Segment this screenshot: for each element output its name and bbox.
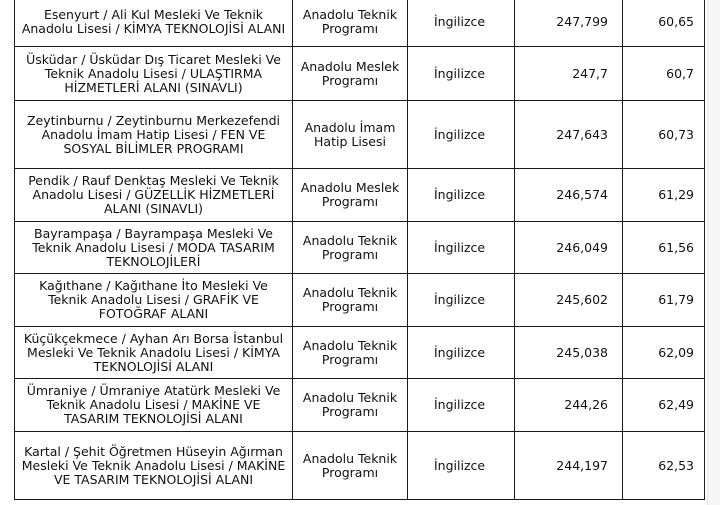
language-cell: İngilizce	[408, 327, 515, 379]
percentile-cell: 60,65	[623, 0, 705, 47]
percentile-cell: 62,09	[623, 327, 705, 379]
school-score-table	[14, 0, 705, 500]
program-type-cell: Anadolu Meslek Programı	[293, 169, 408, 222]
program-type-cell: Anadolu Teknik Programı	[293, 222, 408, 274]
table-row	[15, 379, 705, 432]
score-cell: 244,26	[515, 379, 623, 432]
score-cell: 245,038	[515, 327, 623, 379]
percentile-cell: 62,53	[623, 432, 705, 500]
table-row	[15, 169, 705, 222]
table-row	[15, 274, 705, 327]
score-cell: 247,7	[515, 47, 623, 101]
school-cell: Ümraniye / Ümraniye Atatürk Mesleki Ve Teknik Anadolu Lisesi / MAKİNE VE TASARIM TEKNOLOJİSİ ALANI	[15, 379, 293, 432]
program-type-cell: Anadolu Teknik Programı	[293, 432, 408, 500]
table-row	[15, 47, 705, 101]
score-cell: 246,049	[515, 222, 623, 274]
school-cell: Küçükçekmece / Ayhan Arı Borsa İstanbul Mesleki Ve Teknik Anadolu Lisesi / KİMYA TEKNOLOJİSİ ALANI	[15, 327, 293, 379]
school-cell: Kağıthane / Kağıthane İto Mesleki Ve Teknik Anadolu Lisesi / GRAFİK VE FOTOĞRAF ALANI	[15, 274, 293, 327]
score-cell: 246,574	[515, 169, 623, 222]
program-type-cell: Anadolu Meslek Programı	[293, 47, 408, 101]
school-cell: Kartal / Şehit Öğretmen Hüseyin Ağırman Mesleki Ve Teknik Anadolu Lisesi / MAKİNE VE TASARIM TEKNOLOJİSİ ALANI	[15, 432, 293, 500]
language-cell: İngilizce	[408, 274, 515, 327]
table-row	[15, 0, 705, 47]
language-cell: İngilizce	[408, 47, 515, 101]
language-cell: İngilizce	[408, 222, 515, 274]
percentile-cell: 62,49	[623, 379, 705, 432]
school-cell: Bayrampaşa / Bayrampaşa Mesleki Ve Teknik Anadolu Lisesi / MODA TASARIM TEKNOLOJİLERİ	[15, 222, 293, 274]
percentile-cell: 60,73	[623, 101, 705, 169]
school-cell: Pendik / Rauf Denktaş Mesleki Ve Teknik Anadolu Lisesi / GÜZELLİK HİZMETLERİ ALANI (SINAVLI)	[15, 169, 293, 222]
school-cell: Zeytinburnu / Zeytinburnu Merkezefendi Anadolu İmam Hatip Lisesi / FEN VE SOSYAL BİLİMLER PROGRAMI	[15, 101, 293, 169]
language-cell: İngilizce	[408, 0, 515, 47]
program-type-cell: Anadolu Teknik Programı	[293, 379, 408, 432]
school-cell: Esenyurt / Ali Kul Mesleki Ve Teknik Anadolu Lisesi / KİMYA TEKNOLOJİSİ ALANI	[15, 0, 293, 47]
score-cell: 245,602	[515, 274, 623, 327]
percentile-cell: 61,56	[623, 222, 705, 274]
table-row	[15, 101, 705, 169]
school-cell: Üsküdar / Üsküdar Dış Ticaret Mesleki Ve Teknik Anadolu Lisesi / ULAŞTIRMA HİZMETLERİ ALANI (SINAVLI)	[15, 47, 293, 101]
language-cell: İngilizce	[408, 379, 515, 432]
program-type-cell: Anadolu İmam Hatip Lisesi	[293, 101, 408, 169]
page-edge	[707, 0, 720, 505]
percentile-cell: 60,7	[623, 47, 705, 101]
table-row	[15, 327, 705, 379]
table-row	[15, 432, 705, 500]
score-cell: 247,643	[515, 101, 623, 169]
table-row	[15, 222, 705, 274]
percentile-cell: 61,79	[623, 274, 705, 327]
language-cell: İngilizce	[408, 432, 515, 500]
program-type-cell: Anadolu Teknik Programı	[293, 0, 408, 47]
score-cell: 247,799	[515, 0, 623, 47]
language-cell: İngilizce	[408, 169, 515, 222]
percentile-cell: 61,29	[623, 169, 705, 222]
program-type-cell: Anadolu Teknik Programı	[293, 274, 408, 327]
language-cell: İngilizce	[408, 101, 515, 169]
program-type-cell: Anadolu Teknik Programı	[293, 327, 408, 379]
score-cell: 244,197	[515, 432, 623, 500]
